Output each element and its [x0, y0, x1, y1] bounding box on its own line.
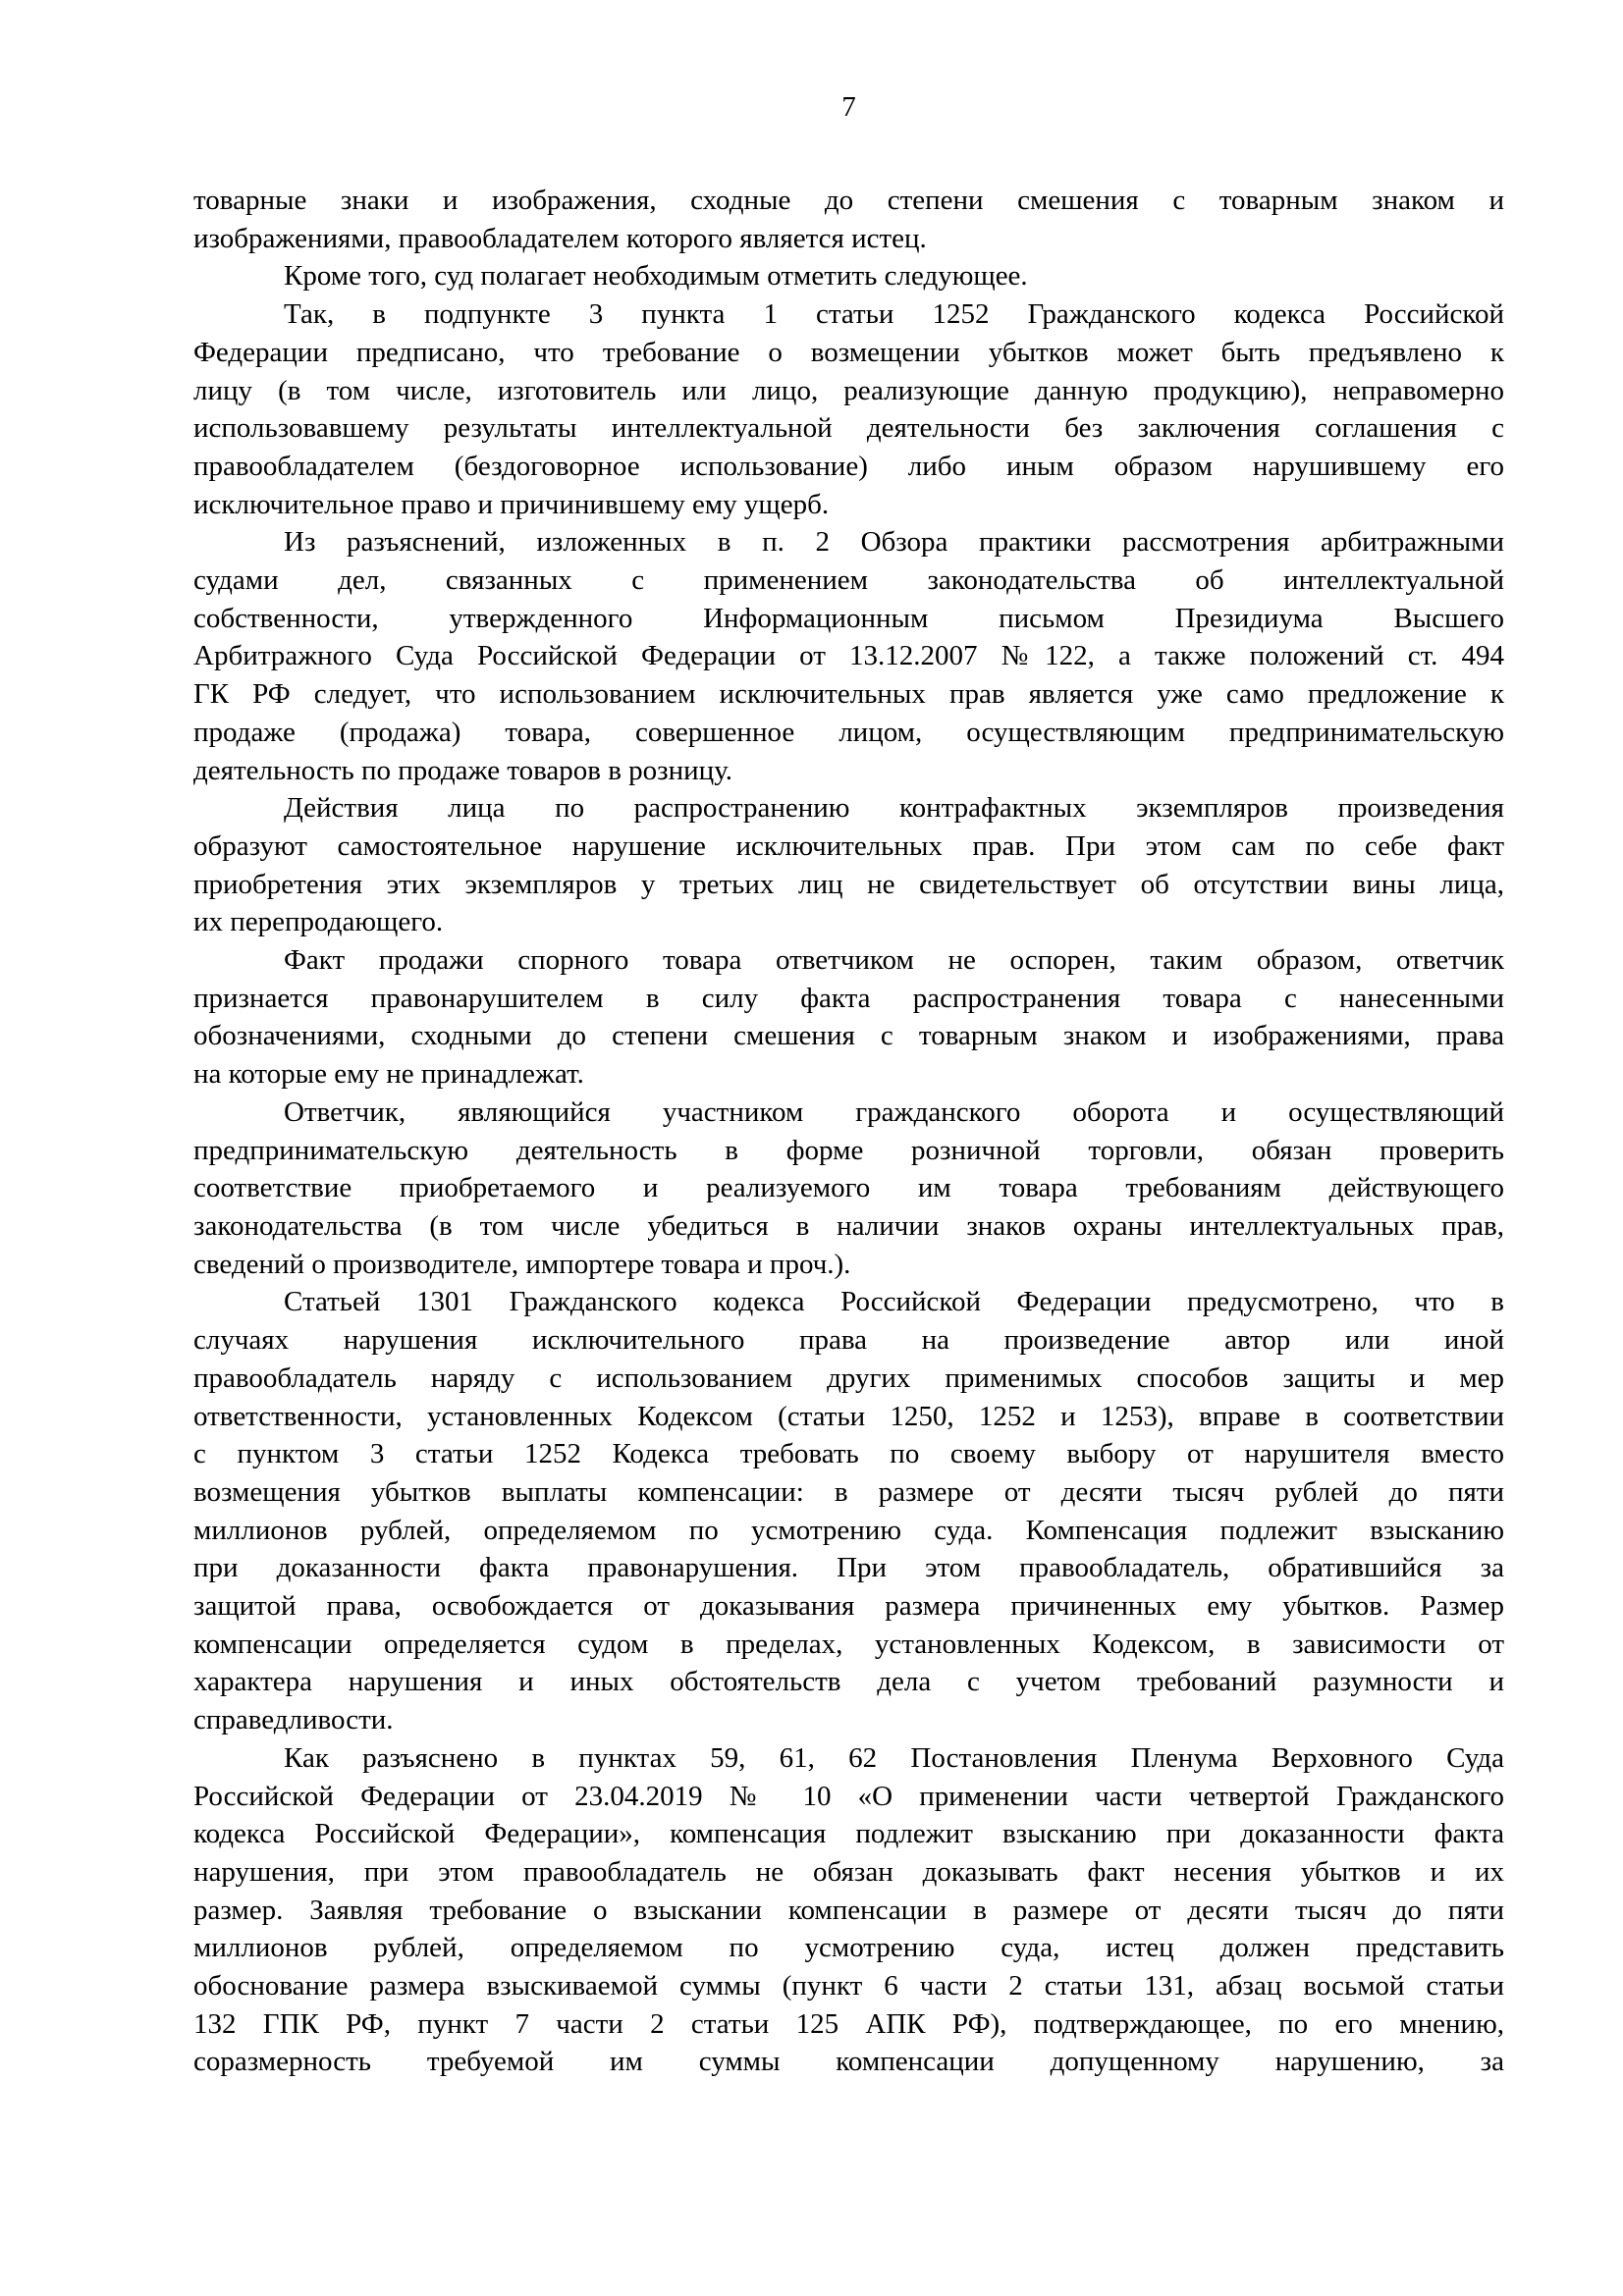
text-line: кодекса Российской Федерации», компенсация подлежит взысканию при доказанности факта: [193, 1818, 1504, 1850]
text-line: защитой права, освобождается от доказывания размера причиненных ему убытков. Размер: [193, 1590, 1504, 1623]
text-line: судами дел, связанных с применением законодательства об интеллектуальной: [193, 564, 1504, 597]
text-line: при доказанности факта правонарушения. При этом правообладатель, обратившийся за: [193, 1552, 1504, 1584]
paragraph: [193, 257, 1504, 295]
text-line: признается правонарушителем в силу факта распространения товара с нанесенными: [193, 982, 1504, 1014]
text-line: продаже (продажа) товара, совершенное лицом, осуществляющим предпринимательскую: [193, 716, 1504, 748]
paragraph: [193, 941, 1504, 1094]
page-number: 7: [841, 91, 856, 123]
text-line: деятельность по продаже товаров в розницу.: [193, 754, 733, 786]
text-line: справедливости.: [193, 1704, 394, 1736]
text-line: нарушения, при этом правообладатель не обязан доказывать факт несения убытков и их: [193, 1855, 1504, 1888]
paragraph: [193, 789, 1504, 941]
text-line: исключительное право и причинившему ему ущерб.: [193, 488, 830, 520]
text-line: Как разъяснено в пунктах 59, 61, 62 Постановления Пленума Верховного Суда: [284, 1741, 1504, 1774]
text-line: с пунктом 3 статьи 1252 Кодекса требовать по своему выбору от нарушителя вместо: [193, 1438, 1504, 1470]
text-line: сведений о производителе, импортере товара и проч.).: [193, 1248, 851, 1280]
text-line: Факт продажи спорного товара ответчиком не оспорен, таким образом, ответчик: [284, 944, 1504, 977]
text-line: возмещения убытков выплаты компенсации: в размере от десяти тысяч рублей до пяти: [193, 1475, 1504, 1508]
text-line: Так, в подпункте 3 пункта 1 статьи 1252 Гражданского кодекса Российской: [284, 298, 1504, 331]
text-line: миллионов рублей, определяемом по усмотрению суда, истец должен представить: [193, 1932, 1504, 1964]
text-line: правообладателем (бездоговорное использование) либо иным образом нарушившему его: [193, 450, 1504, 482]
document-body: [193, 182, 1504, 2081]
text-line: Кроме того, суд полагает необходимым отметить следующее.: [284, 260, 1028, 293]
text-line: правообладатель наряду с использованием других применимых способов защиты и мер: [193, 1362, 1504, 1394]
paragraph: [193, 523, 1504, 789]
text-line: миллионов рублей, определяемом по усмотрению суда. Компенсация подлежит взысканию: [193, 1514, 1504, 1546]
text-line: их перепродающего.: [193, 906, 444, 938]
paragraph: [193, 1094, 1504, 1284]
text-line: размер. Заявляя требование о взыскании компенсации в размере от десяти тысяч до пяти: [193, 1894, 1504, 1926]
text-line: собственности, утвержденного Информационным письмом Президиума Высшего: [193, 602, 1504, 634]
text-line: ГК РФ следует, что использованием исключительных прав является уже само предложение к: [193, 678, 1504, 711]
text-line: Из разъяснений, изложенных в п. 2 Обзора практики рассмотрения арбитражными: [284, 526, 1504, 559]
text-line: 132 ГПК РФ, пункт 7 части 2 статьи 125 АПК РФ), подтверждающее, по его мнению,: [193, 2007, 1504, 2040]
text-line: обоснование размера взыскиваемой суммы (пункт 6 части 2 статьи 131, абзац восьмой статьи: [193, 1970, 1504, 2002]
paragraph: [193, 295, 1504, 523]
text-line: случаях нарушения исключительного права на произведение автор или иной: [193, 1324, 1504, 1357]
text-line: на которые ему не принадлежат.: [193, 1058, 584, 1091]
text-line: Ответчик, являющийся участником гражданского оборота и осуществляющий: [284, 1095, 1504, 1128]
text-line: приобретения этих экземпляров у третьих лиц не свидетельствует об отсутствии вины лица,: [193, 868, 1504, 900]
text-line: компенсации определяется судом в пределах, установленных Кодексом, в зависимости от: [193, 1628, 1504, 1660]
text-line: соразмерность требуемой им суммы компенсации допущенному нарушению, за: [193, 2046, 1504, 2078]
text-line: Статьей 1301 Гражданского кодекса Российской Федерации предусмотрено, что в: [284, 1286, 1504, 1318]
text-line: Федерации предписано, что требование о возмещении убытков может быть предъявлено к: [193, 336, 1504, 368]
text-line: предпринимательскую деятельность в форме розничной торговли, обязан проверить: [193, 1134, 1504, 1166]
text-line: лицу (в том числе, изготовитель или лицо, реализующие данную продукцию), неправомерно: [193, 374, 1504, 406]
text-line: изображениями, правообладателем которого является истец.: [193, 222, 927, 254]
text-line: Арбитражного Суда Российской Федерации от 13.12.2007 №122, а также положений ст. 494: [193, 640, 1504, 672]
text-line: соответствие приобретаемого и реализуемого им товара требованиям действующего: [193, 1172, 1504, 1204]
text-line: ответственности, установленных Кодексом (статьи 1250, 1252 и 1253), вправе в соответствии: [193, 1400, 1504, 1432]
text-line: образуют самостоятельное нарушение исключительных прав. При этом сам по себе факт: [193, 829, 1504, 862]
text-line: товарные знаки и изображения, сходные до степени смешения с товарным знаком и: [193, 185, 1504, 216]
text-line: характера нарушения и иных обстоятельств дела с учетом требований разумности и: [193, 1666, 1504, 1698]
text-line: Действия лица по распространению контрафактных экземпляров произведения: [284, 792, 1504, 825]
text-line: обозначениями, сходными до степени смешения с товарным знаком и изображениями, права: [193, 1020, 1504, 1052]
text-line: использовавшему результаты интеллектуальной деятельности без заключения соглашения с: [193, 412, 1504, 445]
paragraph: [193, 1739, 1504, 2081]
paragraph: [193, 182, 1504, 257]
text-line: законодательства (в том числе убедиться в наличии знаков охраны интеллектуальных прав,: [193, 1209, 1504, 1242]
text-line: Российской Федерации от 23.04.2019 № 10 «О применении части четвертой Гражданского: [193, 1780, 1504, 1812]
paragraph: [193, 1283, 1504, 1738]
